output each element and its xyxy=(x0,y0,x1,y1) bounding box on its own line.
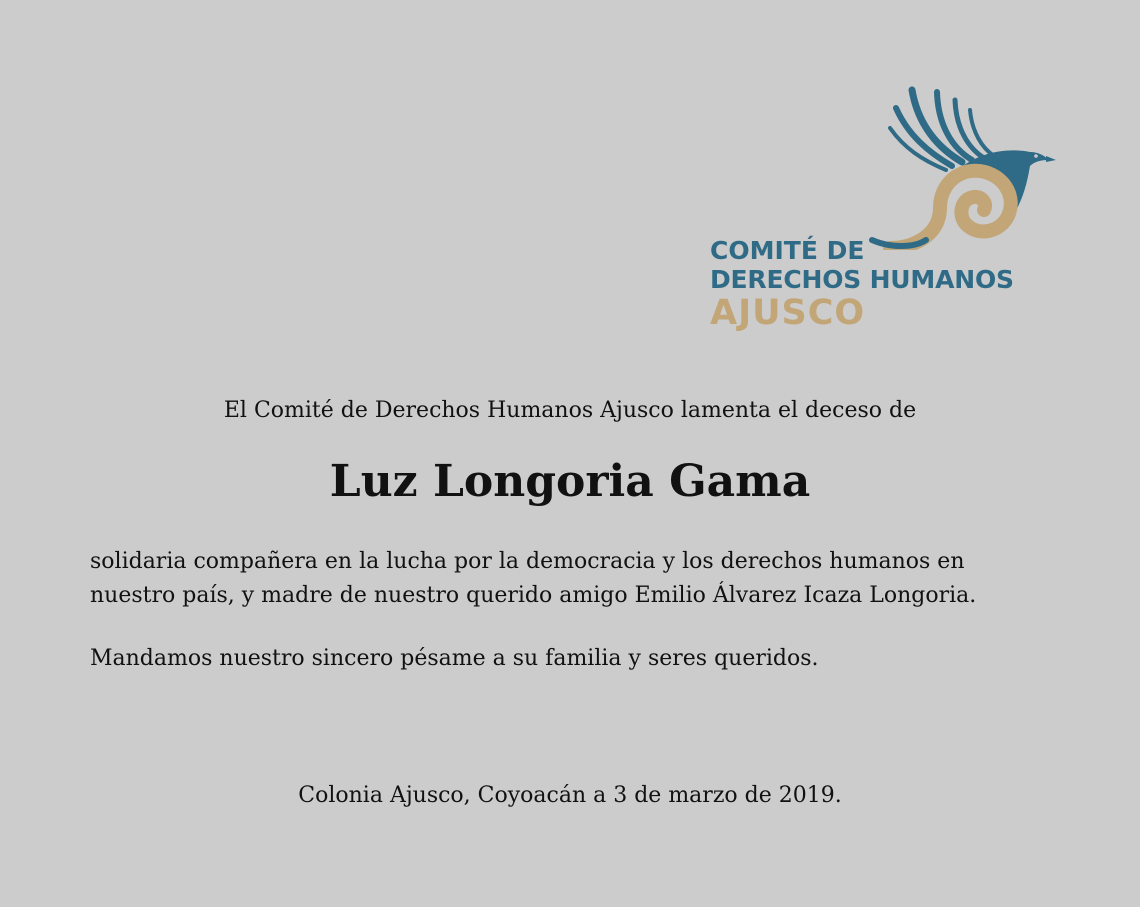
organization-logo xyxy=(700,80,1060,340)
tribute-paragraph: solidaria compañera en la lucha por la democracia y los derechos humanos en nuestro país, y madre de nuestro querido amigo Emilio Álvarez Icaza Longoria. xyxy=(90,549,977,608)
logo-text-line1: COMITÉ DE xyxy=(710,236,865,265)
logo-text-line3: AJUSCO xyxy=(710,293,866,333)
intro-text: El Comité de Derechos Humanos Ajusco lamenta el deceso de xyxy=(223,398,917,423)
deceased-name: Luz Longoria Gama xyxy=(329,456,811,507)
place-date-line: Colonia Ajusco, Coyoacán a 3 de marzo de 2019. xyxy=(298,783,842,808)
logo-text-line2: DERECHOS HUMANOS xyxy=(710,265,1014,294)
dove-spiral-icon xyxy=(700,80,1060,250)
condolence-paragraph: Mandamos nuestro sincero pésame a su familia y seres queridos. xyxy=(90,646,819,671)
